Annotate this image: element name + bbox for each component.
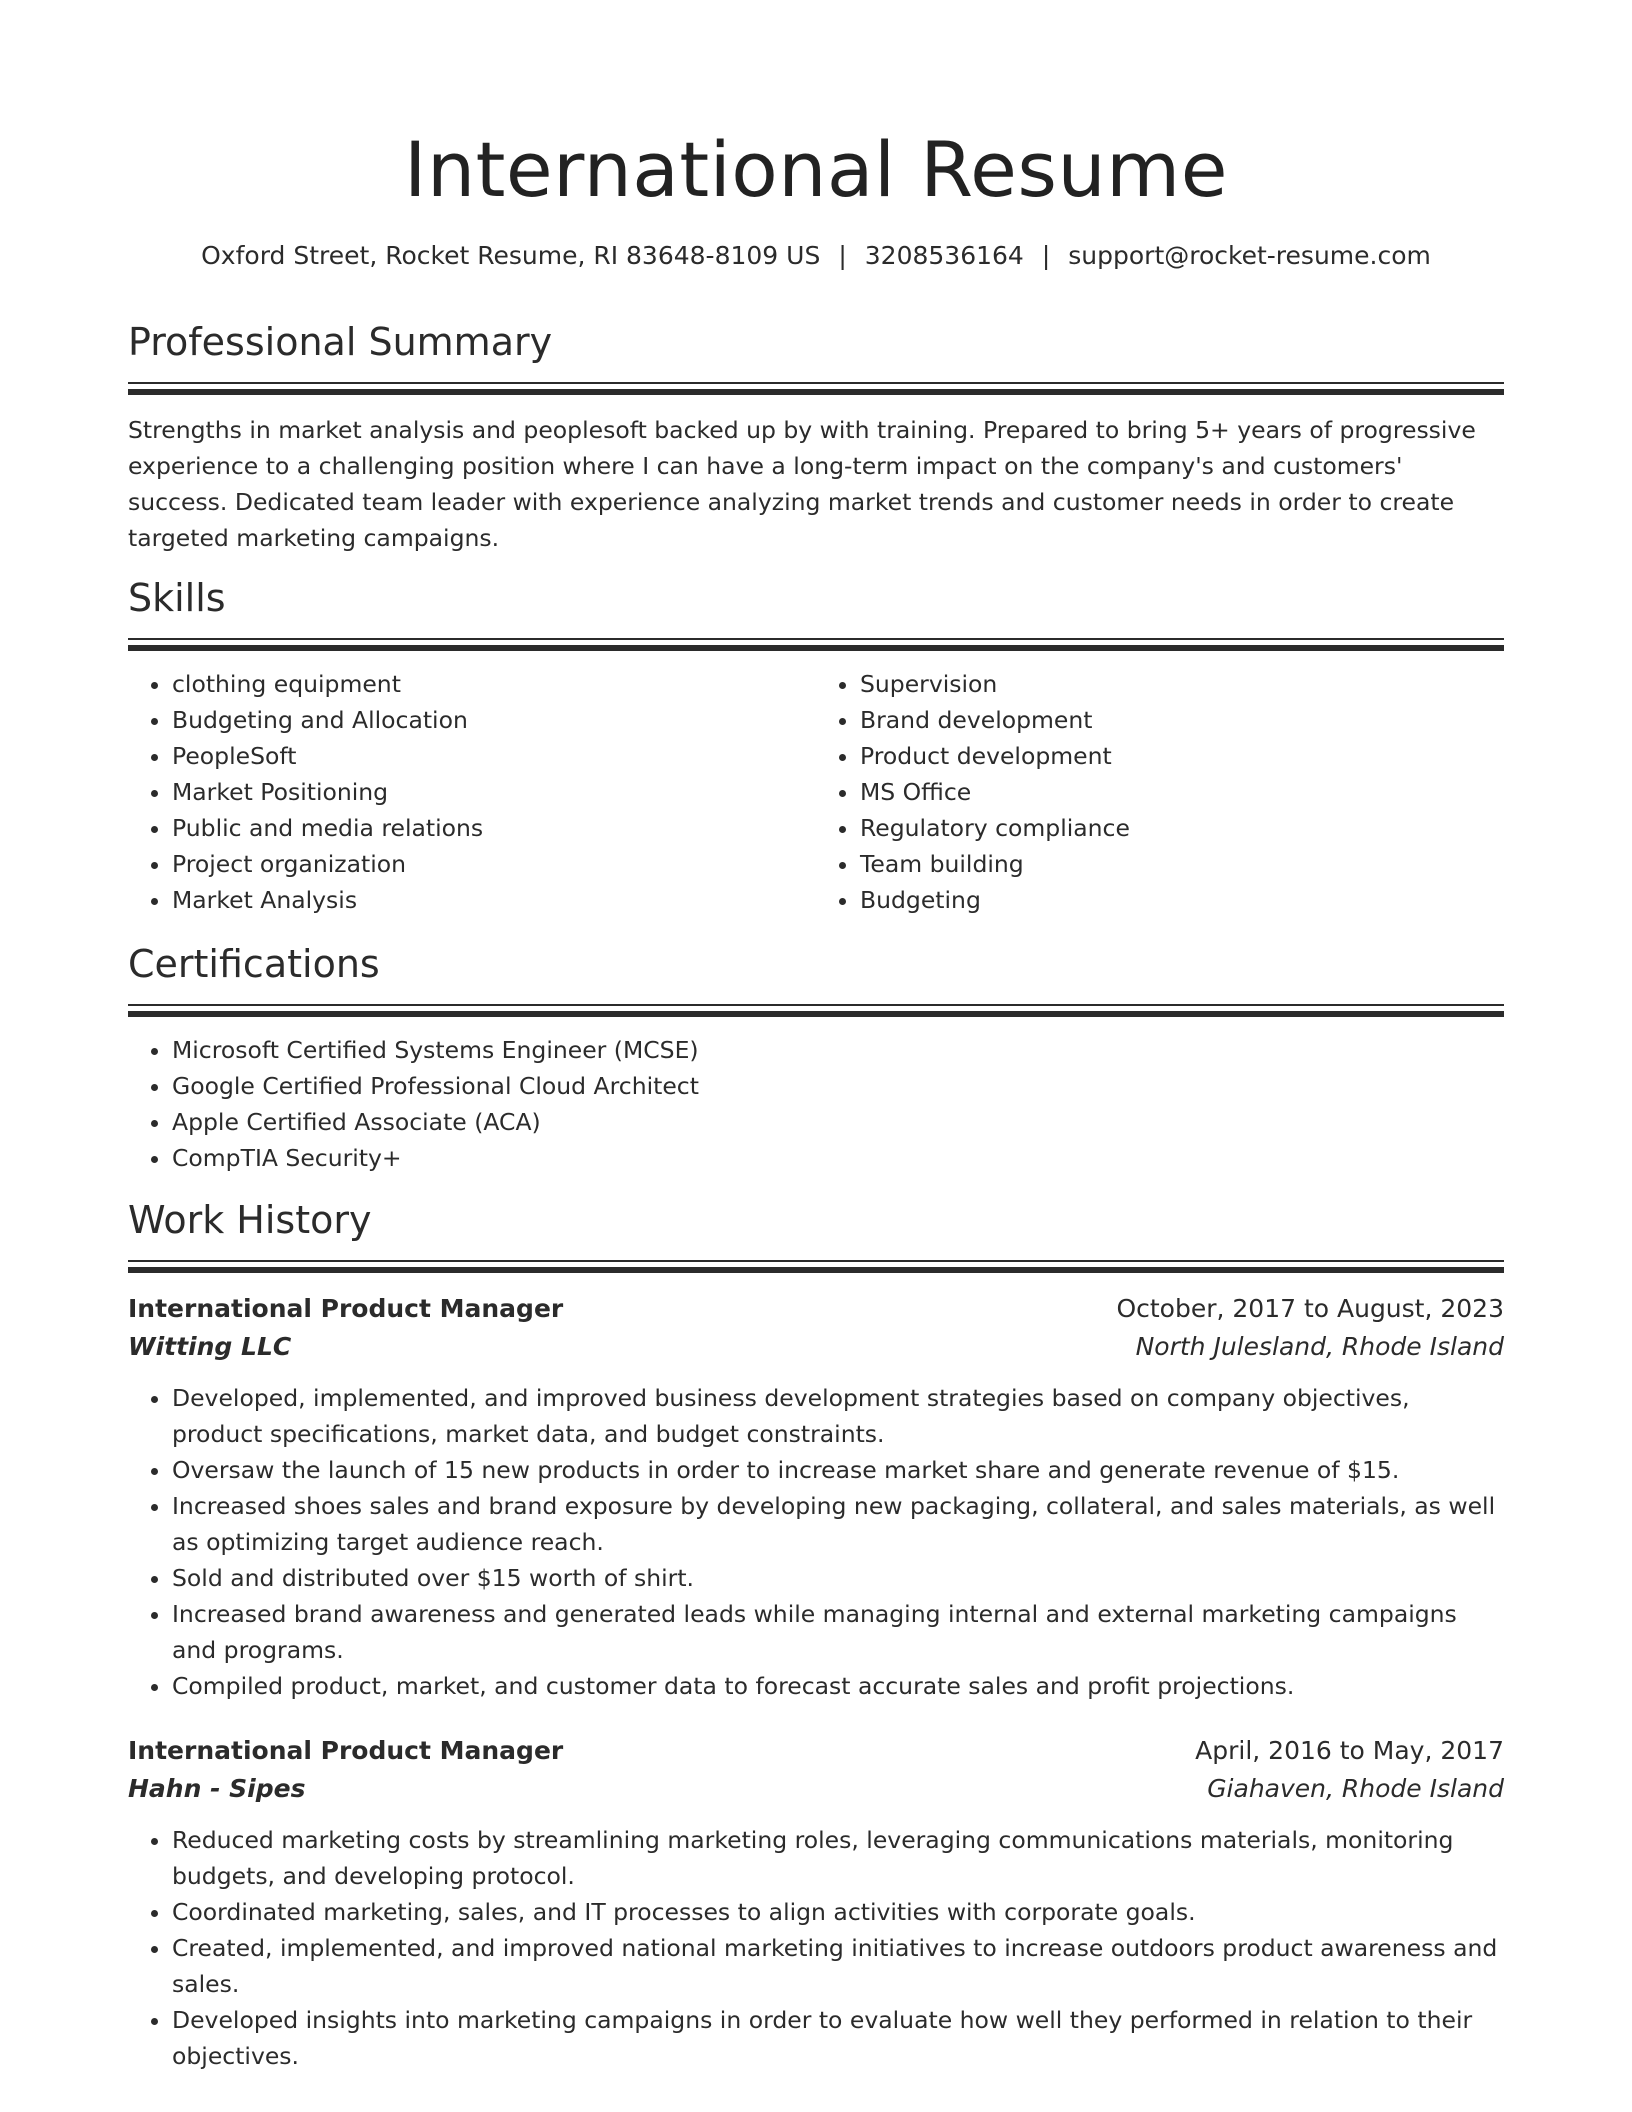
certifications-section — [128, 938, 1504, 1176]
skill-item: • Budgeting — [860, 882, 1504, 918]
job-header-row — [128, 1290, 1504, 1328]
skills-heading: Skills — [128, 576, 226, 620]
job-company-row — [128, 1328, 1504, 1366]
section-divider — [128, 638, 1504, 650]
skill-item: • Team building — [860, 846, 1504, 882]
job-location: North Julesland, Rhode Island — [1135, 1332, 1504, 1361]
skill-item: • Supervision — [860, 666, 1504, 702]
summary-section — [128, 316, 1504, 556]
job-bullets — [128, 1822, 1504, 2074]
job-company: Witting LLC — [128, 1332, 292, 1361]
job-bullet: • Coordinated marketing, sales, and IT processes to align activities with corporate goals. — [172, 1894, 1504, 1930]
job-header-row — [128, 1732, 1504, 1770]
job-company: Hahn - Sipes — [128, 1774, 306, 1803]
job-title: International Product Manager — [128, 1294, 564, 1323]
contact-separator: | — [838, 241, 847, 270]
certifications-heading: Certifications — [128, 942, 380, 986]
job-location: Giahaven, Rhode Island — [1207, 1774, 1504, 1803]
skills-list-right — [816, 666, 1504, 918]
section-divider — [128, 382, 1504, 394]
work-history-heading: Work History — [128, 1198, 372, 1242]
job-bullet: • Increased shoes sales and brand exposure by developing new packaging, collateral, and sales materials, as well as optimizing target audience reach. — [172, 1488, 1504, 1560]
skills-section — [128, 572, 1504, 918]
skills-grid — [128, 666, 1504, 918]
certifications-list — [128, 1032, 1504, 1176]
certification-item: • Microsoft Certified Systems Engineer (MCSE) — [172, 1032, 1504, 1068]
skill-item: • Brand development — [860, 702, 1504, 738]
job-bullet: • Increased brand awareness and generated leads while managing internal and external marketing campaigns and programs. — [172, 1596, 1504, 1668]
job-bullet: • Developed insights into marketing campaigns in order to evaluate how well they performed in relation to their objectives. — [172, 2002, 1504, 2074]
certification-item: • CompTIA Security+ — [172, 1140, 1504, 1176]
job-bullets — [128, 1380, 1504, 1704]
certification-item: • Apple Certified Associate (ACA) — [172, 1104, 1504, 1140]
summary-heading: Professional Summary — [128, 320, 553, 364]
job-entry — [128, 1732, 1504, 2074]
skill-item: • PeopleSoft — [172, 738, 816, 774]
job-entry — [128, 1290, 1504, 1704]
contact-separator: | — [1041, 241, 1051, 270]
resume-title: International Resume — [404, 125, 1228, 214]
job-company-row — [128, 1770, 1504, 1808]
section-divider — [128, 1004, 1504, 1016]
job-title: International Product Manager — [128, 1736, 564, 1765]
skill-item: • Public and media relations — [172, 810, 816, 846]
skill-item: • Budgeting and Allocation — [172, 702, 816, 738]
contact-address: Oxford Street, Rocket Resume, RI 83648-8109 US — [201, 241, 821, 270]
skill-item: • Project organization — [172, 846, 816, 882]
skill-item: • Product development — [860, 738, 1504, 774]
job-bullet: • Developed, implemented, and improved business development strategies based on company objectives, product specifications, market data, and budget constraints. — [172, 1380, 1504, 1452]
skill-item: • MS Office — [860, 774, 1504, 810]
contact-line — [128, 236, 1504, 276]
certification-item: • Google Certified Professional Cloud Architect — [172, 1068, 1504, 1104]
job-bullet: • Compiled product, market, and customer data to forecast accurate sales and profit projections. — [172, 1668, 1504, 1704]
job-bullet: • Created, implemented, and improved national marketing initiatives to increase outdoors product awareness and sales. — [172, 1930, 1504, 2002]
job-bullet: • Sold and distributed over $15 worth of shirt. — [172, 1560, 1504, 1596]
skill-item: • Market Positioning — [172, 774, 816, 810]
skill-item: • Regulatory compliance — [860, 810, 1504, 846]
summary-text: Strengths in market analysis and peoplesoft backed up by with training. Prepared to bring 5+ years of progressive experience to a challenging position where I can have a long-term impact on the company's and customers' success. Dedicated team leader with experience analyzing market trends and customer needs in order to create targeted marketing campaigns. — [128, 416, 1476, 552]
skill-item: • Market Analysis — [172, 882, 816, 918]
job-bullet: • Oversaw the launch of 15 new products in order to increase market share and generate revenue of $15. — [172, 1452, 1504, 1488]
skills-list-left — [128, 666, 816, 918]
contact-phone: 3208536164 — [864, 241, 1024, 270]
job-bullet: • Reduced marketing costs by streamlining marketing roles, leveraging communications materials, monitoring budgets, and developing protocol. — [172, 1822, 1504, 1894]
section-divider — [128, 1260, 1504, 1272]
work-history-section — [128, 1194, 1504, 2074]
contact-email: support@rocket-resume.com — [1068, 241, 1431, 270]
job-dates: October, 2017 to August, 2023 — [1116, 1294, 1504, 1323]
job-dates: April, 2016 to May, 2017 — [1195, 1736, 1504, 1765]
skill-item: • clothing equipment — [172, 666, 816, 702]
